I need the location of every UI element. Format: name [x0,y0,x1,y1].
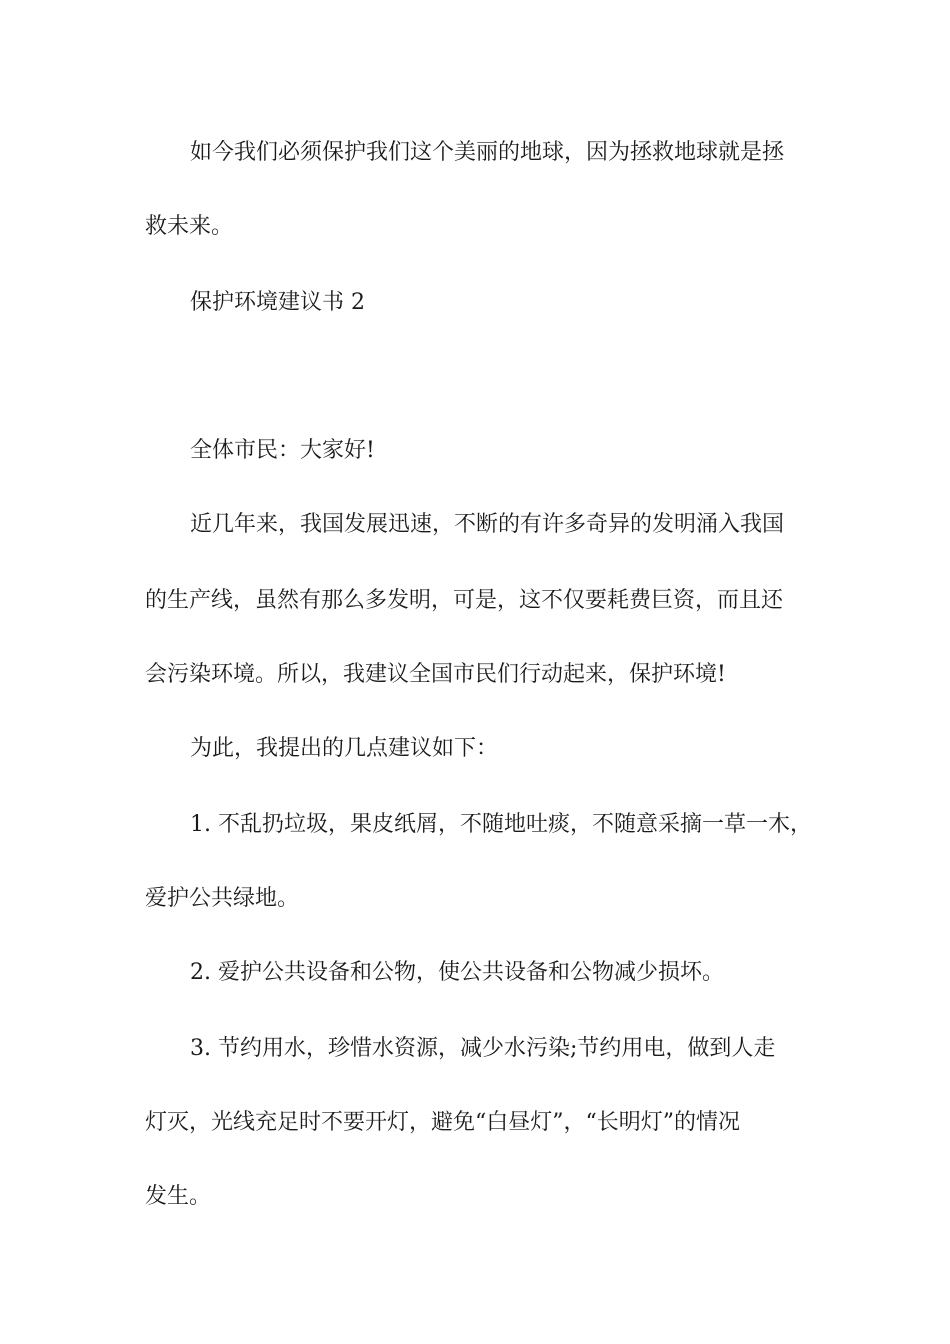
paragraph-line: 近几年来，我国发展迅速，不断的有许多奇异的发明涌入我国 [190,512,785,537]
list-item-continuation: 灯灭，光线充足时不要开灯，避免“白昼灯”，“长明灯”的情况 [145,1110,740,1135]
paragraph-line: 会污染环境。所以，我建议全国市民们行动起来，保护环境! [145,662,726,687]
paragraph-line: 如今我们必须保护我们这个美丽的地球，因为拯救地球就是拯 [190,140,785,165]
list-item: 1. 不乱扔垃圾，果皮纸屑，不随地吐痰，不随意采摘一草一木， [190,812,812,837]
list-item: 3. 节约用水，珍惜水资源，减少水污染;节约用电，做到人走 [190,1036,776,1061]
salutation: 全体市民：大家好! [190,438,375,463]
list-item-continuation: 爱护公共绿地。 [145,886,300,911]
paragraph-line: 为此，我提出的几点建议如下： [190,736,499,761]
paragraph-line: 的生产线，虽然有那么多发明，可是，这不仅要耗费巨资，而且还 [145,588,784,613]
paragraph-line: 救未来。 [145,214,234,239]
section-heading: 保护环境建议书 2 [190,290,365,315]
list-item: 2. 爱护公共设备和公物，使公共设备和公物减少损坏。 [190,960,724,985]
list-item-continuation: 发生。 [145,1184,212,1209]
